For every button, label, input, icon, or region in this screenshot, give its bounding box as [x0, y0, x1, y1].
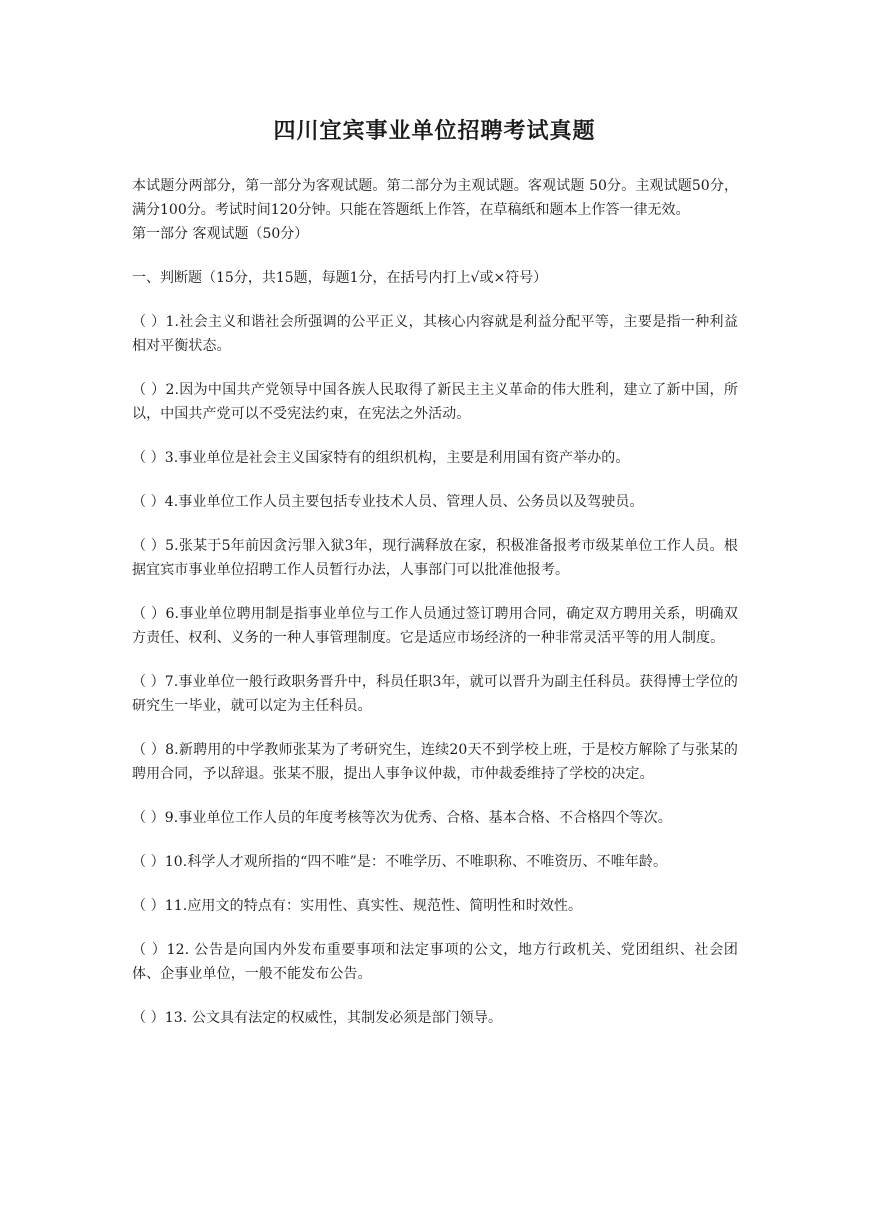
question-item: （ ）2.因为中国共产党领导中国各族人民取得了新民主主义革命的伟大胜利，建立了新中国，所以，中国共产党可以不受宪法约束，在宪法之外活动。 — [132, 382, 738, 422]
document-title: 四川宜宾事业单位招聘考试真题 — [273, 118, 596, 144]
question-item: （ ）9.事业单位工作人员的年度考核等次为优秀、合格、基本合格、不合格四个等次。 — [132, 810, 672, 826]
question-item: （ ）7.事业单位一般行政职务晋升中，科员任职3年，就可以晋升为副主任科员。获得博士学位的研究生一毕业，就可以定为主任科员。 — [132, 674, 738, 714]
question-item: （ ）4.事业单位工作人员主要包括专业技术人员、管理人员、公务员以及驾驶员。 — [132, 494, 644, 510]
document-body — [132, 174, 738, 1030]
question-item: （ ）12. 公告是向国内外发布重要事项和法定事项的公文，地方行政机关、党团组织、社会团体、企事业单位，一般不能发布公告。 — [132, 942, 738, 982]
question-item: （ ）6.事业单位聘用制是指事业单位与工作人员通过签订聘用合同，确定双方聘用关系，明确双方责任、权利、义务的一种人事管理制度。它是适应市场经济的一种非常灵活平等的用人制度。 — [132, 606, 738, 646]
question-item: （ ）8.新聘用的中学教师张某为了考研究生，连续20天不到学校上班，于是校方解除了与张某的聘用合同，予以辞退。张某不服，提出人事争议仲裁，市仲裁委维持了学校的决定。 — [132, 742, 738, 782]
section-heading-true-false: 一、判断题（15分，共15题，每题1分，在括号内打上√或×符号） — [132, 270, 548, 286]
question-item: （ ）5.张某于5年前因贪污罪入狱3年，现行满释放在家，积极准备报考市级某单位工作人员。根据宜宾市事业单位招聘工作人员暂行办法，人事部门可以批准他报考。 — [132, 538, 738, 578]
part-one-heading: 第一部分 客观试题（50分） — [132, 226, 309, 242]
exam-instructions: 本试题分两部分，第一部分为客观试题。第二部分为主观试题。客观试题 50分。主观试题50分，满分100分。考试时间120分钟。只能在答题纸上作答，在草稿纸和题本上作答一律无效。 — [132, 178, 738, 218]
question-item: （ ）1.社会主义和谐社会所强调的公平正义，其核心内容就是利益分配平等，主要是指一种利益相对平衡状态。 — [132, 314, 738, 354]
question-item: （ ）11.应用文的特点有：实用性、真实性、规范性、简明性和时效性。 — [132, 898, 583, 914]
question-item: （ ）3.事业单位是社会主义国家特有的组织机构，主要是利用国有资产举办的。 — [132, 450, 630, 466]
question-item: （ ）13. 公文具有法定的权威性，其制发必须是部门领导。 — [132, 1010, 503, 1026]
question-item: （ ）10.科学人才观所指的“四不唯”是：不唯学历、不唯职称、不唯资历、不唯年龄。 — [132, 854, 668, 870]
